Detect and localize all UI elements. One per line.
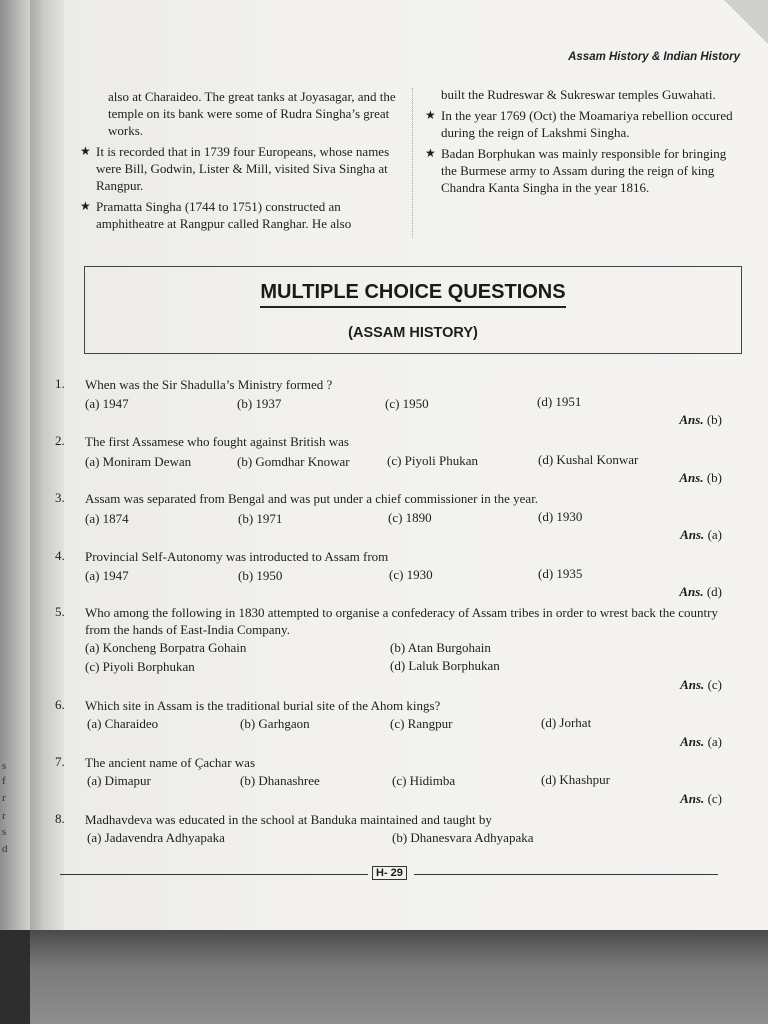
answer: Ans. (d)	[679, 584, 722, 599]
question-number: 8.	[55, 811, 65, 826]
table-surface	[0, 930, 768, 1024]
section-subtitle: (ASSAM HISTORY)	[348, 325, 478, 341]
spine-text-fragment: r	[2, 792, 6, 804]
option-d: (d) Kushal Konwar	[538, 452, 639, 467]
star-bullet-icon: ★	[80, 199, 91, 213]
section-title: MULTIPLE CHOICE QUESTIONS	[85, 281, 741, 304]
option-b: (b) Atan Burgohain	[390, 640, 491, 655]
option-a: (a) Moniram Dewan	[85, 454, 192, 469]
question-number: 2.	[55, 433, 65, 448]
option-b: (b) 1971	[238, 511, 283, 526]
intro-bullet: ★ Pramatta Singha (1744 to 1751) constructed an amphitheatre at Rangpur called Ranghar. He also	[80, 199, 352, 231]
answer: Ans. (b)	[679, 412, 722, 427]
page-number: H- 29	[372, 866, 407, 880]
intro-bullet: ★ Badan Borphukan was mainly responsible for bringing the Burmese army to Assam during the reign of king Chandra Kanta Singha in the year 1816.	[425, 146, 727, 195]
page-gutter-shadow	[30, 0, 64, 930]
question-number: 6.	[55, 697, 65, 712]
answer: Ans. (c)	[680, 791, 722, 806]
column-divider	[412, 88, 413, 238]
section-heading-box	[84, 266, 742, 354]
option-c: (c) 1930	[389, 567, 433, 582]
star-bullet-icon: ★	[425, 108, 436, 122]
book-page	[30, 0, 768, 930]
footer-rule-left	[60, 874, 368, 875]
page-corner-curl	[724, 0, 768, 44]
question-stem: The first Assamese who fought against British was	[85, 434, 349, 449]
intro-right-column	[425, 86, 743, 196]
question-stem: Who among the following in 1830 attempted to organise a confederacy of Assam tribes in order to wrest back the country from the hands of East-India Company.	[85, 605, 718, 637]
option-c: (c) Piyoli Phukan	[387, 453, 478, 468]
spine-text-fragment: s	[2, 826, 7, 838]
answer: Ans. (c)	[680, 677, 722, 692]
question-number: 4.	[55, 548, 65, 563]
option-b: (b) Dhanashree	[240, 773, 320, 788]
option-d: (d) 1951	[537, 394, 582, 409]
question-number: 5.	[55, 604, 65, 619]
answer: Ans. (a)	[680, 734, 722, 749]
option-a: (a) 1947	[85, 568, 129, 583]
option-a: (a) Charaideo	[87, 716, 159, 731]
intro-bullet: ★ In the year 1769 (Oct) the Moamariya rebellion occured during the reign of Lakshmi Singha.	[425, 108, 733, 140]
option-c: (c) Piyoli Borphukan	[85, 659, 195, 674]
option-b: (b) Dhanesvara Adhyapaka	[392, 830, 534, 845]
running-head: Assam History & Indian History	[568, 51, 740, 63]
option-b: (b) 1950	[238, 568, 283, 583]
option-c: (c) 1890	[388, 510, 432, 525]
intro-paragraph: built the Rudreswar & Sukreswar temples Guwahati.	[441, 87, 716, 102]
option-b: (b) Gomdhar Knowar	[237, 454, 350, 469]
option-d: (d) Khashpur	[541, 772, 610, 787]
table-edge-shadow	[0, 930, 30, 1024]
question-number: 7.	[55, 754, 65, 769]
spine-text-fragment: s	[2, 760, 7, 772]
question-stem: Assam was separated from Bengal and was put under a chief commissioner in the year.	[85, 491, 539, 506]
question-stem: Madhavdeva was educated in the school at Banduka maintained and taught by	[85, 812, 492, 827]
option-b: (b) 1937	[237, 396, 282, 411]
spine-text-fragment: r	[2, 810, 6, 822]
option-a: (a) 1874	[85, 511, 129, 526]
question-stem: Which site in Assam is the traditional burial site of the Ahom kings?	[85, 698, 441, 713]
option-d: (d) 1930	[538, 509, 583, 524]
option-d: (d) 1935	[538, 566, 583, 581]
question-number: 3.	[55, 490, 65, 505]
question-number: 1.	[55, 376, 65, 391]
option-a: (a) Jadavendra Adhyapaka	[87, 830, 225, 845]
book-spine	[0, 0, 30, 930]
spine-text-fragment: f	[2, 775, 6, 787]
option-d: (d) Laluk Borphukan	[390, 658, 500, 673]
footer-rule-right	[414, 874, 718, 875]
answer: Ans. (b)	[679, 470, 722, 485]
spine-text-fragment: d	[2, 843, 8, 855]
intro-paragraph: also at Charaideo. The great tanks at Joyasagar, and the temple on its bank were some of Rudra Singha’s great works.	[108, 89, 396, 138]
option-a: (a) 1947	[85, 396, 129, 411]
intro-bullet: ★ It is recorded that in 1739 four Europeans, whose names were Bill, Godwin, Lister & Mill, visited Siva Singha at Rangpur.	[80, 144, 390, 193]
option-d: (d) Jorhat	[541, 715, 592, 730]
question-stem: When was the Sir Shadulla’s Ministry formed ?	[85, 377, 333, 392]
option-b: (b) Garhgaon	[240, 716, 310, 731]
option-a: (a) Koncheng Borpatra Gohain	[85, 640, 247, 655]
answer: Ans. (a)	[680, 527, 722, 542]
option-c: (c) Rangpur	[390, 716, 453, 731]
intro-left-column	[80, 88, 398, 232]
star-bullet-icon: ★	[80, 144, 91, 158]
star-bullet-icon: ★	[425, 146, 436, 160]
question-stem: The ancient name of Çachar was	[85, 755, 256, 770]
option-c: (c) 1950	[385, 396, 429, 411]
option-c: (c) Hidimba	[392, 773, 456, 788]
option-a: (a) Dimapur	[87, 773, 151, 788]
question-stem: Provincial Self-Autonomy was introducted to Assam from	[85, 549, 389, 564]
